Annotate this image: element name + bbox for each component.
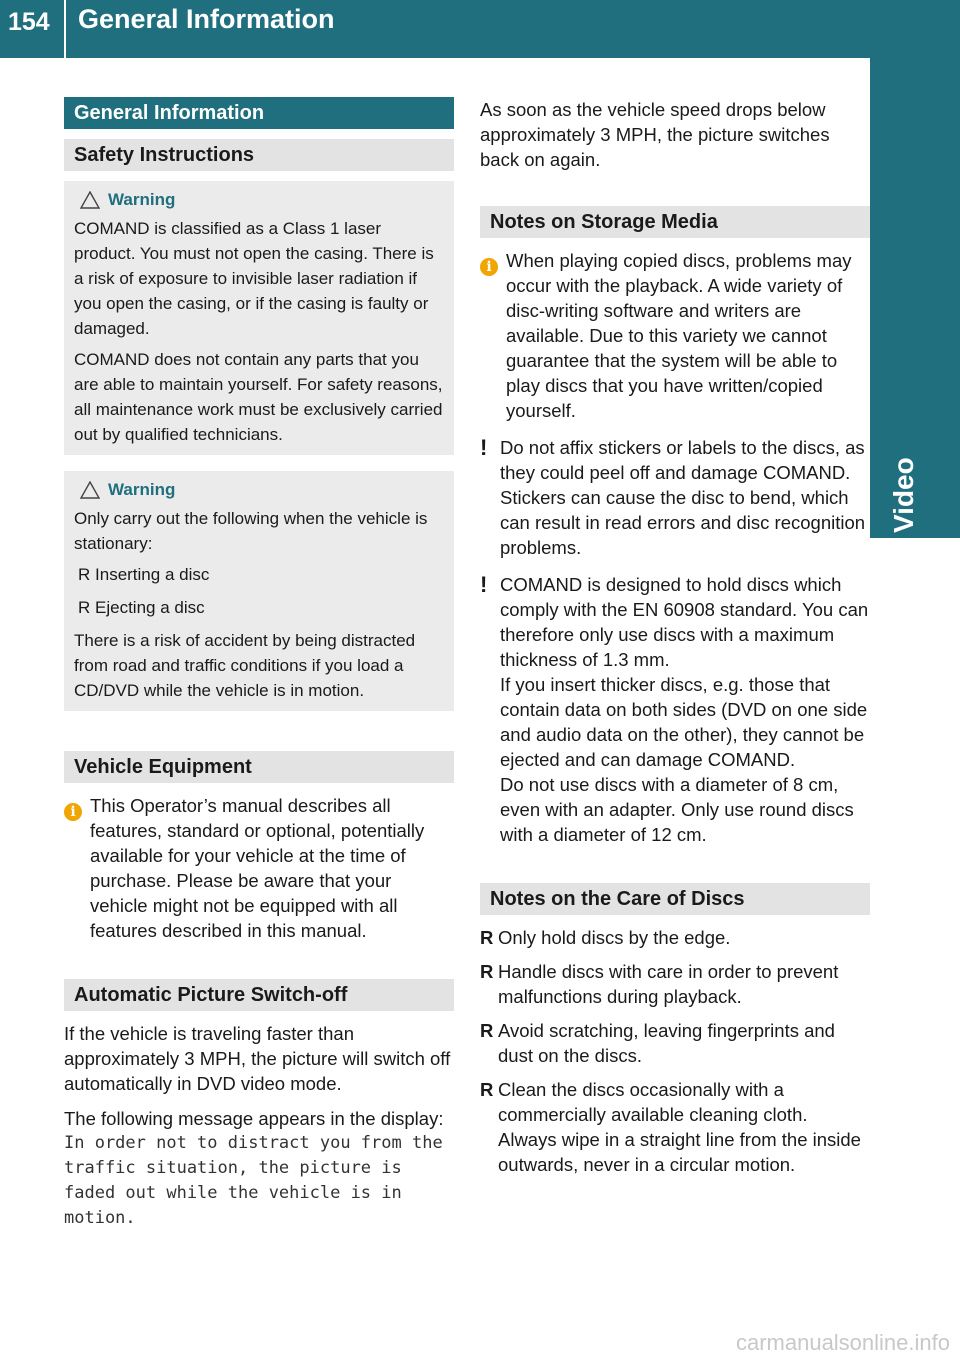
warning-box-stationary	[64, 471, 454, 711]
bullet-marker: R	[480, 1079, 494, 1100]
body-paragraph: The following message appears in the display:	[64, 1108, 444, 1129]
note-text: Do not affix stickers or labels to the discs, as they could peel off and damage COMAND. Stickers can cause the disc to bend, which can result in read errors and disc recognition problems.	[500, 437, 866, 558]
bullet-marker: R	[480, 1020, 494, 1041]
body-paragraph: As soon as the vehicle speed drops below approximately 3 MPH, the picture switches back on again.	[480, 99, 830, 170]
note-text: This Operator’s manual describes all features, standard or optional, potentially available for your vehicle at the time of purchase. Please be aware that your vehicle might not be equipped with all features described in this manual.	[90, 795, 425, 941]
warning-label: Warning	[108, 190, 176, 209]
bullet-marker: R	[78, 598, 91, 617]
bullet-marker: R	[480, 927, 494, 948]
display-message: In order not to distract you from the traffic situation, the picture is faded out while the vehicle is in motion.	[64, 1133, 443, 1228]
left-column	[64, 97, 454, 1231]
list-item: R Handle discs with care in order to prevent malfunctions during playback.	[480, 961, 839, 1007]
safety-heading: Safety Instructions	[64, 139, 454, 171]
page-number: 154	[8, 8, 50, 36]
note-text: When playing copied discs, problems may occur with the playback. A wide variety of disc-writing software and writers are available. Due to this variety we cannot guarantee that the system will be able to play discs that you have written/copied yourself.	[506, 250, 852, 421]
info-icon: i	[480, 258, 498, 276]
warning-header	[74, 187, 445, 212]
page-title: General Information	[78, 4, 335, 34]
exclamation-icon: !	[480, 572, 488, 597]
caution-note	[480, 572, 870, 847]
note-text: COMAND is designed to hold discs which comply with the EN 60908 standard. You can therefore only use discs with a maximum thickness of 1.3 mm.	[500, 574, 869, 670]
warning-label: Warning	[108, 480, 176, 499]
warning-header	[74, 477, 445, 502]
right-column	[480, 97, 870, 1186]
main-heading: General Information	[64, 97, 454, 129]
warning-triangle-icon	[80, 481, 100, 499]
watermark: carmanualsonline.info	[735, 1330, 950, 1355]
body-paragraph: If the vehicle is traveling faster than approximately 3 MPH, the picture will switch off automatically in DVD video mode.	[64, 1023, 451, 1094]
header-bar	[0, 0, 960, 58]
list-item: R Ejecting a disc	[78, 598, 205, 617]
warning-paragraph: There is a risk of accident by being distracted from road and traffic conditions if you load a CD/DVD while the vehicle is in motion.	[74, 631, 416, 700]
caution-note	[480, 435, 870, 560]
list-item: R Inserting a disc	[78, 565, 210, 584]
list-item: R Avoid scratching, leaving fingerprints and dust on the discs.	[480, 1020, 835, 1066]
header-divider	[64, 0, 66, 58]
list-item: R Only hold discs by the edge.	[480, 927, 731, 948]
warning-triangle-icon	[80, 191, 100, 209]
warning-paragraph: Only carry out the following when the vehicle is stationary:	[74, 509, 428, 553]
disc-care-heading: Notes on the Care of Discs	[480, 883, 870, 915]
warning-box-laser	[64, 181, 454, 455]
info-note	[480, 248, 870, 423]
warning-paragraph: COMAND does not contain any parts that you are able to maintain yourself. For safety reasons, all maintenance work must be exclusively carried out by qualified technicians.	[74, 350, 443, 444]
note-text: If you insert thicker discs, e.g. those that contain data on both sides (DVD on one side and audio data on the other), they cannot be ejected and can damage COMAND.	[500, 674, 868, 770]
exclamation-icon: !	[480, 435, 488, 460]
storage-media-heading: Notes on Storage Media	[480, 206, 870, 238]
bullet-marker: R	[78, 565, 91, 584]
auto-switchoff-heading: Automatic Picture Switch-off	[64, 979, 454, 1011]
warning-paragraph: COMAND is classified as a Class 1 laser product. You must not open the casing. There is a risk of exposure to invisible laser radiation if you open the casing, or if the casing is faulty or damaged.	[74, 219, 434, 338]
info-note	[64, 793, 454, 943]
side-tab	[870, 58, 960, 538]
info-icon: i	[64, 803, 82, 821]
vehicle-equipment-heading: Vehicle Equipment	[64, 751, 454, 783]
bullet-marker: R	[480, 961, 494, 982]
side-tab-label: Video	[888, 457, 919, 533]
note-text: Do not use discs with a diameter of 8 cm, even with an adapter. Only use round discs with a diameter of 12 cm.	[500, 774, 854, 845]
list-item: R Clean the discs occasionally with a commercially available cleaning cloth. Always wipe in a straight line from the inside outwards, never in a circular motion.	[480, 1079, 861, 1175]
